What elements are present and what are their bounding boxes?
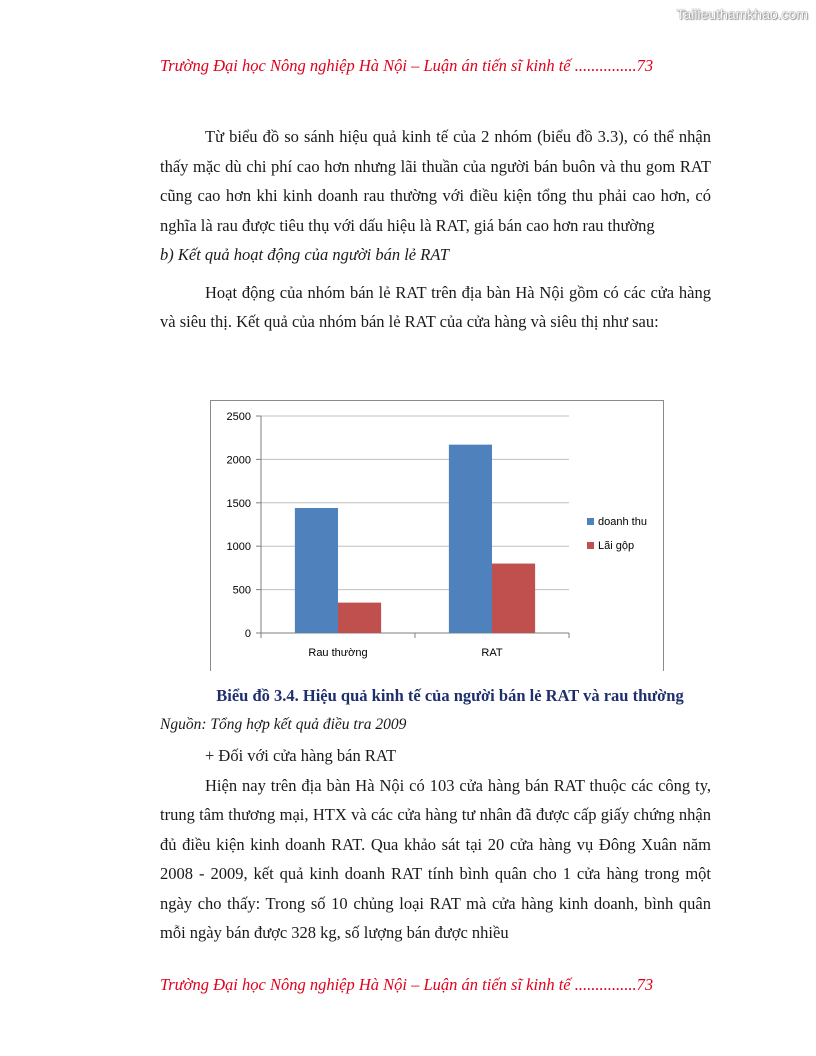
bar-chart bbox=[210, 400, 664, 671]
y-tick-label: 1500 bbox=[226, 497, 251, 510]
watermark: Tailieuthamkhao.com bbox=[676, 6, 808, 22]
x-category-label: RAT bbox=[481, 647, 503, 659]
bar-doanh-thu bbox=[449, 445, 492, 633]
body-text-upper bbox=[160, 122, 711, 337]
running-header: Trường Đại học Nông nghiệp Hà Nội – Luận án tiến sĩ kinh tế ...............73 bbox=[160, 56, 654, 75]
bar-doanh-thu bbox=[295, 508, 338, 633]
bar-Lãi-gộp bbox=[338, 603, 381, 633]
body-text-lower bbox=[160, 741, 711, 948]
chart-svg bbox=[211, 401, 663, 671]
legend-swatch bbox=[587, 542, 594, 549]
x-category-label: Rau thường bbox=[308, 647, 368, 659]
y-tick-label: 0 bbox=[244, 628, 251, 640]
legend-swatch bbox=[587, 518, 594, 525]
y-tick-label: 2500 bbox=[226, 411, 251, 423]
y-tick-label: 2000 bbox=[226, 454, 251, 467]
running-footer: Trường Đại học Nông nghiệp Hà Nội – Luận án tiến sĩ kinh tế ...............73 bbox=[160, 975, 654, 994]
paragraph-2: Hoạt động của nhóm bán lẻ RAT trên địa bàn Hà Nội gồm có các cửa hàng và siêu thị. Kết quả của nhóm bán lẻ RAT của cửa hàng và siêu thị như sau: bbox=[160, 282, 711, 331]
y-tick-label: 1000 bbox=[226, 541, 251, 554]
paragraph-3: Hiện nay trên địa bàn Hà Nội có 103 cửa hàng bán RAT thuộc các công ty, trung tâm thương mại, HTX và các cửa hàng tư nhân đã được cấp giấy chứng nhận đủ điều kiện kinh doanh RAT. Qua khảo sát tại 20 cửa hàng vụ Đông Xuân năm 2008 - 2009, kết quả kinh doanh RAT tính bình quân cho 1 cửa hàng trong một ngày cho thấy: Trong số 10 chủng loại RAT mà cửa hàng kinh doanh, bình quân mỗi ngày bán được 328 kg, số lượng bán được nhiều bbox=[160, 775, 711, 942]
figure-caption: Biểu đồ 3.4. Hiệu quả kinh tế của người bán lẻ RAT và rau thường bbox=[216, 686, 684, 705]
bar-Lãi-gộp bbox=[492, 564, 535, 633]
legend-label: doanh thu bbox=[598, 516, 647, 528]
source-note: Nguồn: Tổng hợp kết quả điều tra 2009 bbox=[160, 716, 407, 733]
legend-label: Lãi gộp bbox=[598, 540, 635, 552]
section-subheading: b) Kết quả hoạt động của người bán lẻ RAT bbox=[160, 245, 449, 264]
y-tick-label: 500 bbox=[232, 584, 251, 597]
bullet-line: + Đối với cửa hàng bán RAT bbox=[205, 746, 397, 765]
paragraph-1: Từ biểu đồ so sánh hiệu quả kinh tế của 2 nhóm (biểu đồ 3.3), có thể nhận thấy mặc dù chi phí cao hơn nhưng lãi thuần của người bán buôn và thu gom RAT cũng cao hơn khi kinh doanh rau thường với điều kiện tổng thu phải cao hơn, có nghĩa là rau được tiêu thụ với dấu hiệu là RAT, giá bán cao hơn rau thường bbox=[160, 127, 711, 235]
